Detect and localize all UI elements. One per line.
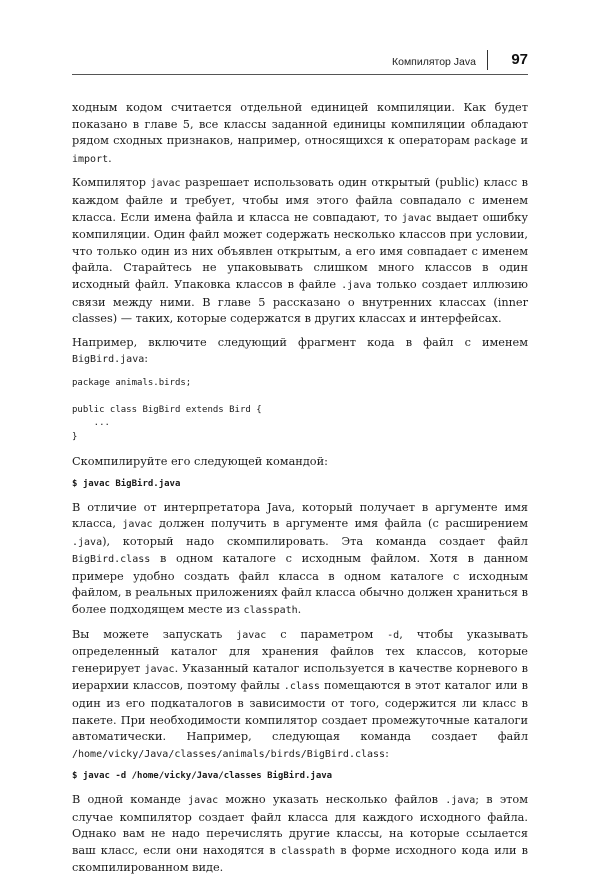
page-number: 97: [511, 51, 528, 68]
header-separator: [487, 50, 488, 70]
header-rule: [72, 74, 528, 75]
command-line-2: $ javac -d /home/vicky/Java/classes BigBird.java: [72, 771, 333, 782]
paragraph-1: ходным кодом считается отдельной единицей компиляции. Как будет показано в главе 5, все классы заданной единицы компиляции обладают рядом сходных признаков, например, относящихся к операторам package и import.: [72, 101, 528, 165]
command-line-1: $ javac BigBird.java: [72, 479, 181, 489]
code-block: package animals.birds; public class BigBird extends Bird { ... }: [72, 377, 262, 442]
page-body: [72, 100, 528, 884]
chapter-title: Компилятор Java: [391, 56, 476, 68]
paragraph-4: Скомпилируйте его следующей командой:: [72, 455, 328, 469]
paragraph-2: Компилятор javac разрешает использовать один открытый (public) класс в каждом файле и требует, чтобы имя этого файла совпадало с именем класса. Если имена файла и класса не совпадают, то javac выдает ошибку компиляции. Один файл может содержать несколько классов при условии, что только один из них объявлен открытым, а его имя совпадает с именем файла. Старайтесь не упаковывать слишком много классов в один исходный файл. Упаковка классов в файле .java только создает иллюзию связи между ними. В главе 5 рассказано о внутренних классах (inner classes) — таких, которые содержатся в других классах и интерфейсах.: [72, 176, 528, 326]
paragraph-7: В одной команде javac можно указать несколько файлов .java; в этом случае компилятор создает файл класса для каждого исходного файла. Однако вам не надо перечислять другие классы, на которые ссылается ваш класс, если они находятся в classpath в форме исходного кода или в скомпилированном виде.: [72, 792, 529, 875]
paragraph-3: Например, включите следующий фрагмент кода в файл с именем BigBird.java:: [72, 335, 528, 366]
paragraph-6: Вы можете запускать javac с параметром -d, чтобы указывать определенный каталог для хранения файлов тех классов, которые генерирует javac. Указанный каталог используется в качестве корневого в иерархии классов, поэтому файлы .class помещаются в этот каталог или в один из его подкаталогов в зависимости от того, содержится ли класс в пакете. При необходимости компилятор создает промежуточные каталоги автоматически. Например, следующая команда создает файл /home/vicky/Java/classes/animals/birds/BigBird.class:: [72, 627, 529, 760]
running-header: [72, 50, 528, 76]
paragraph-5: В отличие от интерпретатора Java, который получает в аргументе имя класса, javac должен получить в аргументе имя файла (с расширением .java), который надо скомпилировать. Эта команда создает файл BigBird.class в одном каталоге с исходным файлом. Хотя в данном примере удобно создать файл класса в одном каталоге с исходным файлом, в реальных приложениях файл класса обычно должен храниться в более подходящем месте из classpath.: [72, 500, 528, 617]
